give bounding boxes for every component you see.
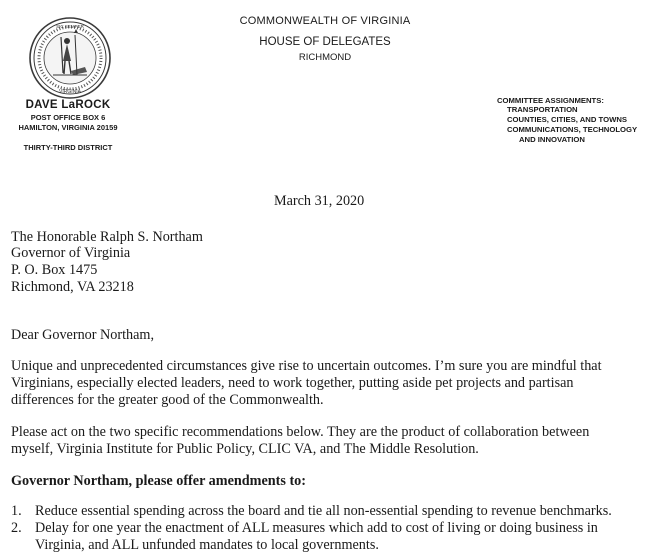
recipient-line: Richmond, VA 23218 — [11, 279, 134, 295]
letterhead-city: RICHMOND — [298, 52, 352, 63]
list-item-text: Delay for one year the enactment of ALL measures which add to cost of living or doing business in — [35, 520, 598, 536]
paragraph-line: Unique and unprecedented circumstances give rise to uncertain outcomes. I’m sure you are mindful that — [11, 358, 602, 374]
sender-district: THIRTY-THIRD DISTRICT — [23, 143, 113, 152]
paragraph-1 — [11, 358, 661, 409]
sender-address-line1: POST OFFICE BOX 6 — [30, 113, 106, 122]
list-item — [11, 520, 661, 554]
sender-address-line2: HAMILTON, VIRGINIA 20159 — [18, 123, 118, 132]
paragraph-line: myself, Virginia Institute for Public Policy, CLIC VA, and The Middle Resolution. — [11, 441, 479, 457]
recipient-line: Governor of Virginia — [11, 245, 131, 261]
list-item-text: Reduce essential spending across the board and tie all non-essential spending to revenue benchmarks. — [35, 503, 612, 519]
list-item-text: Virginia, and ALL unfunded mandates to local governments. — [35, 537, 379, 553]
sender-name: DAVE LaROCK — [25, 99, 111, 111]
paragraph-2 — [11, 424, 661, 458]
paragraph-line: Virginians, especially elected leaders, need to work together, putting aside pet projects and partisan — [11, 375, 574, 391]
letter-date: March 31, 2020 — [274, 193, 365, 209]
committee-item: TRANSPORTATION — [507, 105, 578, 114]
paragraph-line: differences for the greater good of the Commonwealth. — [11, 392, 324, 408]
committee-item: AND INNOVATION — [519, 135, 585, 144]
amendments-heading: Governor Northam, please offer amendments to: — [11, 473, 306, 489]
committee-item: COMMUNICATIONS, TECHNOLOGY — [507, 125, 638, 134]
recipient-line: P. O. Box 1475 — [11, 262, 98, 278]
paragraph-line: Please act on the two specific recommendations below. They are the product of collaboration between — [11, 424, 590, 440]
list-item-number: 2. — [11, 520, 22, 536]
committee-title: COMMITTEE ASSIGNMENTS: — [497, 96, 604, 105]
letterhead-state: COMMONWEALTH OF VIRGINIA — [239, 15, 411, 27]
recipient-line: The Honorable Ralph S. Northam — [11, 229, 203, 245]
list-item-number: 1. — [11, 503, 22, 519]
list-item — [11, 503, 661, 520]
salutation: Dear Governor Northam, — [11, 327, 155, 343]
letterhead-chamber: HOUSE OF DELEGATES — [259, 36, 391, 48]
committee-item: COUNTIES, CITIES, AND TOWNS — [507, 115, 628, 124]
virginia-seal-icon — [29, 17, 111, 99]
seal-top-text: SIC SEMPER — [56, 24, 84, 29]
seal-bottom-text: VIRGINIA — [59, 89, 81, 95]
